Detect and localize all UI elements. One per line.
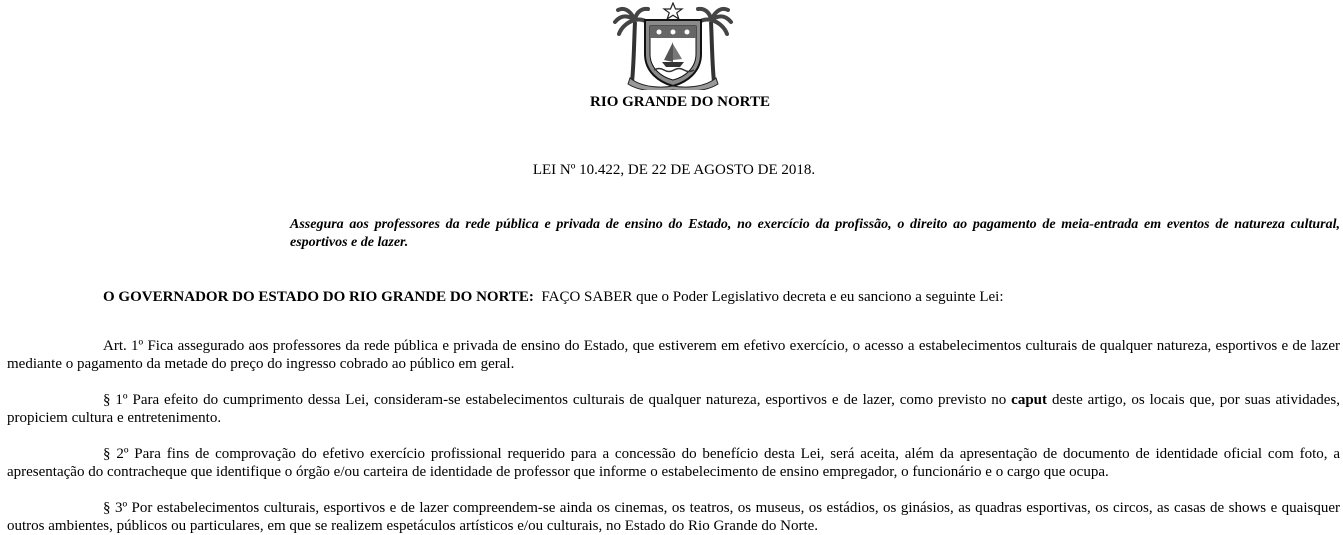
preamble	[103, 288, 1343, 306]
paragraph-1-text-before: § 1º Para efeito do cumprimento dessa Lei, consideram-se estabelecimentos culturais de qualquer natureza, esportivos e de lazer, como previsto no	[103, 392, 1007, 408]
paragraph-1	[7, 391, 1340, 427]
coat-of-arms-icon	[612, 2, 734, 90]
preamble-authority: O GOVERNADOR DO ESTADO DO RIO GRANDE DO NORTE:	[103, 289, 534, 305]
article-1: Art. 1º Fica assegurado aos professores da rede pública e privada de ensino do Estado, que estiverem em efetivo exercício, o acesso a estabelecimentos culturais de qualquer natureza, esportivos e de lazer mediante o pagamento da metade do preço do ingresso cobrado ao público em geral.	[7, 338, 1340, 372]
state-name: RIO GRANDE DO NORTE	[590, 94, 770, 110]
preamble-text: FAÇO SABER que o Poder Legislativo decreta e eu sanciono a seguinte Lei:	[541, 289, 1004, 305]
paragraph-2: § 2º Para fins de comprovação do efetivo exercício profissional requerido para a concessão do benefício desta Lei, será aceita, além da apresentação de documento de identidade oficial com foto, a apresentação do contracheque que identifique o órgão e/ou carteira de identidade de professor que informe o estabelecimento de ensino empregador, o funcionário e o cargo que ocupa.	[7, 446, 1340, 480]
paragraph-1-text-after: deste artigo, os locais que, por suas atividades, propiciem cultura e entretenimento.	[7, 392, 1341, 426]
paragraph-3: § 3º Por estabelecimentos culturais, esportivos e de lazer compreendem-se ainda os cinemas, os teatros, os museus, os estádios, os ginásios, as quadras esportivas, os circos, as casas de shows e quaisquer outros ambientes, públicos ou particulares, em que se realizem espetáculos artísticos e/ou culturais, no Estado do Rio Grande do Norte.	[7, 500, 1340, 534]
law-ementa: Assegura aos professores da rede pública e privada de ensino do Estado, no exercício da profissão, o direito ao pagamento de meia-entrada em eventos de natureza cultural, esportivos e de lazer.	[290, 217, 1340, 250]
law-title: LEI Nº 10.422, DE 22 DE AGOSTO DE 2018.	[532, 162, 816, 178]
paragraph-1-caput: caput	[1011, 392, 1048, 408]
